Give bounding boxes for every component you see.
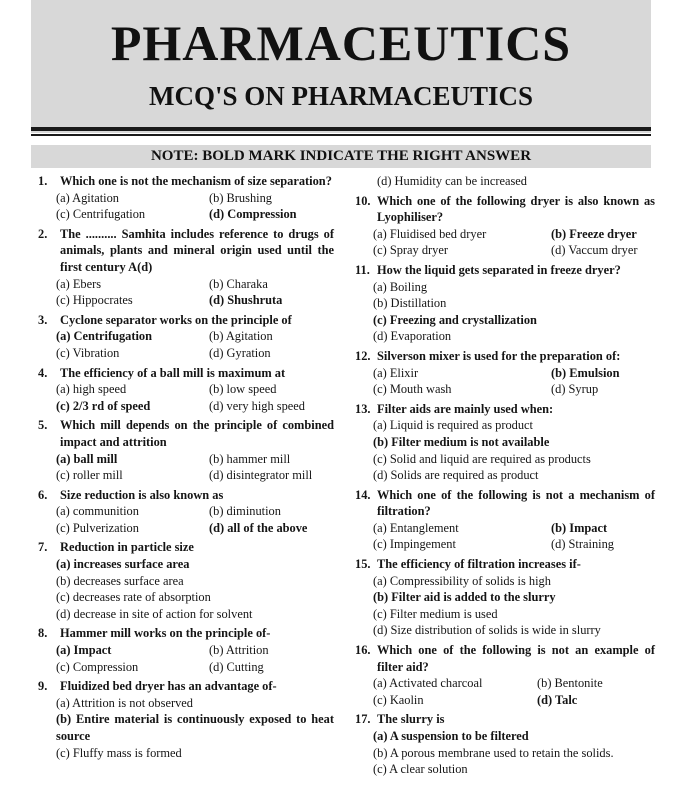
- correct-option: (b) Emulsion: [551, 365, 620, 380]
- question-6: [38, 487, 334, 537]
- question-13: [355, 401, 655, 484]
- option: (c) Vibration: [56, 345, 120, 360]
- option: (a) Fluidised bed dryer: [373, 226, 487, 241]
- option: (d) Size distribution of solids is wide in slurry: [373, 623, 601, 638]
- divider: [31, 134, 651, 136]
- option: (b) Attrition: [209, 643, 269, 658]
- correct-option: (b) Filter aid is added to the slurry: [373, 590, 556, 605]
- question-11: [355, 262, 655, 345]
- option: (d) decrease in site of action for solvent: [56, 606, 253, 621]
- question-number: 17.: [355, 712, 371, 727]
- question-number: 11.: [355, 262, 370, 277]
- option: (c) Impingement: [373, 537, 456, 552]
- question-text: Filter aids are mainly used when:: [377, 401, 554, 416]
- option: (a) Activated charcoal: [373, 676, 483, 691]
- option: (b) Charaka: [209, 276, 268, 291]
- question-7: [38, 539, 334, 622]
- correct-option: (a) Impact: [56, 643, 112, 658]
- option: (d) Straining: [551, 537, 614, 552]
- option: (c) Compression: [56, 659, 139, 674]
- option: (b) low speed: [209, 382, 277, 397]
- correct-option: (b) Impact: [551, 520, 608, 535]
- option: (d) Solids are required as product: [373, 468, 539, 483]
- question-2: [38, 226, 334, 309]
- correct-option: (a) A suspension to be filtered: [373, 729, 529, 743]
- option: (c) Mouth wash: [373, 382, 452, 397]
- question-text: Reduction in particle size: [60, 540, 194, 555]
- option: (b) decreases surface area: [56, 573, 184, 588]
- divider: [31, 127, 651, 131]
- question-number: 14.: [355, 487, 371, 502]
- correct-option: (a) Centrifugation: [56, 329, 153, 344]
- question-text: The efficiency of a ball mill is maximum at: [60, 365, 286, 380]
- option: (c) Fluffy mass is formed: [56, 745, 182, 760]
- option: (d) Evaporation: [373, 329, 452, 344]
- option: (b) Agitation: [209, 329, 273, 344]
- question-number: 16.: [355, 643, 371, 658]
- option: (a) Liquid is required as product: [373, 418, 533, 433]
- question-text: Fluidized bed dryer has an advantage of-: [60, 679, 277, 694]
- option: (c) Spray dryer: [373, 243, 448, 258]
- correct-option: (b) Entire material is continuously exposed to heat source: [56, 712, 334, 743]
- question-number: 13.: [355, 401, 371, 416]
- question-3: [38, 312, 334, 362]
- question-number: 6.: [38, 487, 48, 502]
- option: (c) Centrifugation: [56, 207, 146, 222]
- correct-option: (a) increases surface area: [56, 557, 190, 572]
- option: (b) Distillation: [373, 296, 447, 311]
- correct-option: (d) all of the above: [209, 520, 308, 535]
- left-column: [38, 173, 334, 763]
- question-1: [38, 173, 334, 223]
- page-subtitle: MCQ'S ON PHARMACEUTICS: [148, 81, 533, 111]
- correct-option: (b) Filter medium is not available: [373, 434, 550, 449]
- question-number: 3.: [38, 312, 48, 327]
- correct-option: (c) 2/3 rd of speed: [56, 398, 151, 413]
- question-number: 8.: [38, 626, 48, 641]
- option: (c) roller mill: [56, 468, 123, 483]
- question-text: Which one is not the mechanism of size separation?: [60, 174, 332, 188]
- option: (c) Hippocrates: [56, 293, 133, 308]
- question-number: 7.: [38, 540, 48, 555]
- option: (b) Brushing: [209, 190, 272, 205]
- question-number: 10.: [355, 193, 371, 208]
- question-text: How the liquid gets separated in freeze dryer?: [377, 262, 621, 277]
- question-text: Which one of the following is not a mechanism of filtration?: [377, 487, 655, 519]
- option: (c) decreases rate of absorption: [56, 590, 211, 605]
- option: (c) A clear solution: [373, 762, 468, 777]
- option: (a) Elixir: [373, 365, 419, 380]
- option: (a) Attrition is not observed: [56, 695, 193, 710]
- question-16: [355, 642, 655, 708]
- correct-option: (d) Shushruta: [209, 293, 283, 308]
- option: (c) Kaolin: [373, 692, 424, 707]
- page-title: PHARMACEUTICS: [110, 15, 572, 71]
- question-text: Silverson mixer is used for the preparation of:: [377, 348, 621, 363]
- option: (b) A porous membrane used to retain the solids.: [373, 745, 614, 760]
- option: (a) Agitation: [56, 190, 119, 205]
- correct-option: (b) Freeze dryer: [551, 226, 637, 241]
- question-text: Which one of the following is not an example of filter aid?: [377, 643, 655, 674]
- question-8: [38, 625, 334, 675]
- option: (c) Solid and liquid are required as products: [373, 451, 591, 466]
- option: (a) high speed: [56, 382, 127, 397]
- option: (c) Pulverization: [56, 520, 139, 535]
- question-text: Cyclone separator works on the principle of: [60, 312, 292, 327]
- option: (c) Filter medium is used: [373, 606, 498, 621]
- option: (a) communition: [56, 504, 139, 519]
- option: (d) Cutting: [209, 659, 264, 674]
- correct-option: (c) Freezing and crystallization: [373, 312, 537, 327]
- option: (b) diminution: [209, 504, 281, 519]
- question-5: [38, 417, 334, 483]
- question-number: 4.: [38, 365, 48, 380]
- option: (d) Gyration: [209, 345, 271, 360]
- question-text: Which mill depends on the principle of combined impact and attrition: [60, 418, 334, 449]
- question-number: 1.: [38, 174, 48, 188]
- question-number: 12.: [355, 348, 371, 363]
- option: (a) Compressibility of solids is high: [373, 573, 551, 588]
- question-text: The slurry is: [377, 712, 445, 727]
- question-10: [355, 193, 655, 259]
- question-14: [355, 487, 655, 553]
- option: (d) disintegrator mill: [209, 468, 313, 483]
- question-text: The efficiency of filtration increases if-: [377, 557, 581, 572]
- question-17: [355, 711, 655, 777]
- question-number: 9.: [38, 679, 48, 694]
- question-text: Size reduction is also known as: [60, 487, 224, 502]
- question-text: The .......... Samhita includes reference to drugs of animals, plants and mineral origin used until the first century A(d): [60, 226, 334, 274]
- question-text: Hammer mill works on the principle of-: [60, 626, 271, 641]
- correct-option: (a) ball mill: [56, 451, 118, 466]
- correct-option: (d) Talc: [537, 692, 578, 707]
- option: (d) Syrup: [551, 382, 599, 397]
- option: (d) Humidity can be increased: [377, 174, 528, 188]
- question-text: Which one of the following dryer is also known as Lyophiliser?: [377, 193, 655, 225]
- option: (b) Bentonite: [537, 676, 603, 691]
- correct-option: (d) Compression: [209, 207, 297, 222]
- option: (a) Boiling: [373, 279, 428, 294]
- question-4: [38, 365, 334, 415]
- question-number: 5.: [38, 418, 48, 433]
- option: (b) hammer mill: [209, 451, 291, 466]
- answer-note: NOTE: BOLD MARK INDICATE THE RIGHT ANSWER: [31, 145, 651, 168]
- question-number: 15.: [355, 557, 371, 572]
- option: (d) Vaccum dryer: [551, 243, 638, 258]
- question-number: 2.: [38, 226, 48, 241]
- question-15: [355, 556, 655, 639]
- question-9-continued: [355, 173, 655, 190]
- option: (a) Entanglement: [373, 520, 459, 535]
- title-banner: [31, 0, 651, 133]
- question-9: [38, 678, 334, 761]
- question-12: [355, 348, 655, 398]
- option: (a) Ebers: [56, 276, 102, 291]
- right-column: [355, 173, 655, 780]
- option: (d) very high speed: [209, 398, 305, 413]
